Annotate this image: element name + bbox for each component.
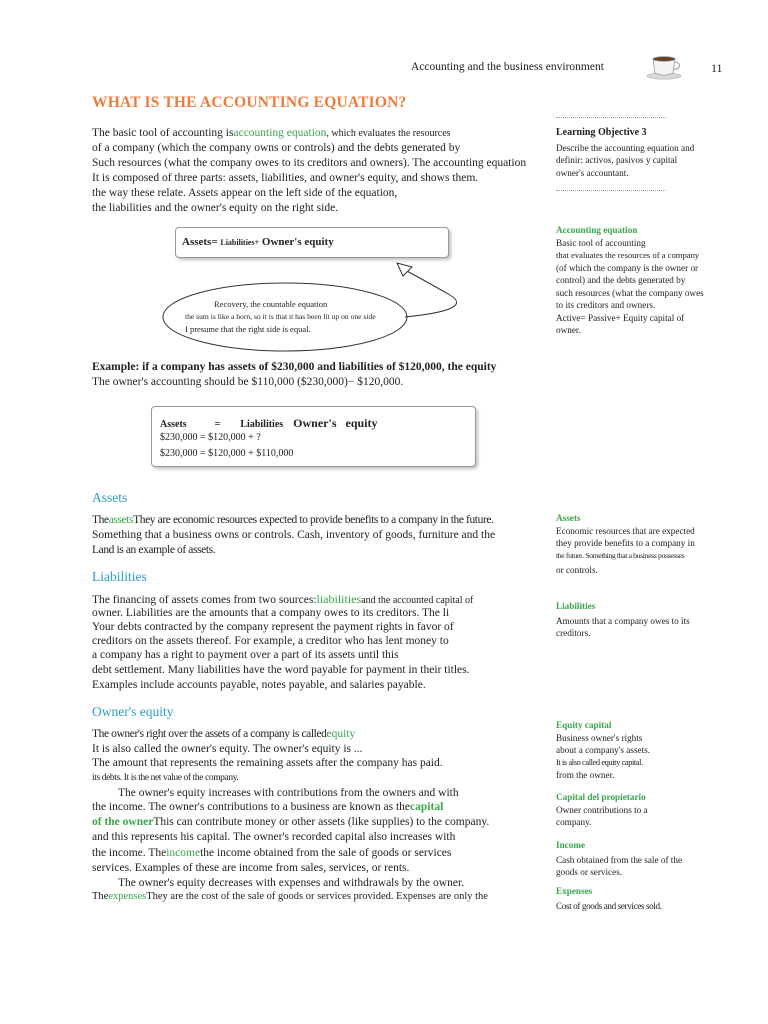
term-equity: equity bbox=[326, 728, 356, 740]
sidebar-divider-top bbox=[556, 117, 666, 118]
sidebar-liabilities: Liabilities Amounts that a company owes to its creditors. bbox=[556, 601, 690, 638]
intro-line-5: the way these relate. Assets appear on the left side of the equation, bbox=[92, 187, 398, 199]
example-row-1: $230,000 = $120,000 + ? bbox=[160, 432, 261, 443]
example-box bbox=[151, 406, 476, 467]
intro-line-6: the liabilities and the owner's equity on the right side. bbox=[92, 202, 339, 214]
bubble-line-2: the sum is like a horn, so it is that it has been lit up on one side bbox=[185, 312, 376, 321]
assets-line-2: Something that a business owns or controls. Cash, inventory of goods, furniture and the bbox=[92, 529, 496, 541]
equation-assets: Assets= bbox=[182, 236, 218, 248]
term-accounting-equation: accounting equation bbox=[233, 127, 327, 139]
equity-line-9: the income. Theincomethe income obtained from the sale of goods or services bbox=[92, 847, 452, 859]
sidebar-owner-capital: Capital del propietario Owner contributions to a company. bbox=[556, 792, 648, 827]
speech-bubble bbox=[160, 260, 480, 360]
example-header-assets: Assets bbox=[160, 419, 187, 430]
intro-line-2: of a company (which the company owns or controls) and the debts generated by bbox=[92, 142, 461, 154]
sidebar-assets: Assets Economic resources that are expected they provide benefits to a company in the future. Something that a business possesses or controls. bbox=[556, 513, 695, 575]
coffee-cup-icon bbox=[646, 54, 684, 80]
equity-line-8: and this represents his capital. The owner's recorded capital also increases with bbox=[92, 831, 456, 843]
term-capital: capital bbox=[410, 801, 444, 813]
intro-line-1: The basic tool of accounting isaccounting equation, which evaluates the resources bbox=[92, 127, 451, 139]
equity-line-3: The amount that represents the remaining assets after the company has paid. bbox=[92, 757, 443, 769]
assets-heading: Assets bbox=[92, 490, 128, 505]
equity-line-6: the income. The owner's contributions to a business are known as thecapital bbox=[92, 801, 444, 813]
page-title: WHAT IS THE ACCOUNTING EQUATION? bbox=[92, 94, 407, 111]
liabilities-line-5: a company has a right to payment over a part of its assets until this bbox=[92, 649, 399, 661]
example-header-liabilities: Liabilities bbox=[240, 419, 284, 430]
example-header-equity: Owner's equity bbox=[293, 416, 378, 430]
equation-liabilities: Liabilities+ bbox=[220, 238, 260, 247]
equity-heading: Owner's equity bbox=[92, 704, 174, 719]
equity-line-1: The owner's right over the assets of a company is calledequity bbox=[92, 728, 356, 740]
equity-line-10: services. Examples of these are income from sales, services, or rents. bbox=[92, 862, 410, 874]
term-income: income bbox=[166, 847, 201, 859]
running-header bbox=[411, 61, 604, 73]
equity-line-5: The owner's equity increases with contributions from the owners and with bbox=[118, 787, 459, 799]
example-header-eq: = bbox=[214, 419, 221, 430]
intro-line-4: It is composed of three parts: assets, liabilities, and owner's equity, and shows them. bbox=[92, 172, 479, 184]
term-of-the-owner: of the owner bbox=[92, 816, 154, 828]
assets-line-3: Land is an example of assets. bbox=[92, 544, 216, 556]
liabilities-line-6: debt settlement. Many liabilities have the word payable for payment in their titles. bbox=[92, 664, 470, 676]
term-liabilities: liabilities bbox=[316, 592, 362, 606]
liabilities-line-3: Your debts contracted by the company represent the payment rights in favor of bbox=[92, 621, 454, 633]
example-row-2: $230,000 = $120,000 + $110,000 bbox=[160, 448, 294, 459]
equation-box bbox=[175, 227, 449, 258]
equity-line-2: It is also called the owner's equity. The owner's equity is ... bbox=[92, 743, 363, 755]
liabilities-line-1: The financing of assets comes from two sources:liabilitiesand the accounted capital of bbox=[92, 592, 474, 606]
sidebar-income: Income Cash obtained from the sale of the goods or services. bbox=[556, 840, 683, 877]
liabilities-heading: Liabilities bbox=[92, 569, 147, 584]
equity-line-7: of the ownerThis can contribute money or other assets (like supplies) to the company. bbox=[92, 816, 490, 828]
term-assets: assets bbox=[108, 514, 134, 526]
sidebar-equity-capital: Equity capital Business owner's rights about a company's assets. It is also called equity capital. from the owner. bbox=[556, 720, 651, 780]
page-number: 11 bbox=[711, 61, 723, 75]
running-title: Accounting and the business environment bbox=[411, 61, 604, 73]
liabilities-line-4: creditors on the assets thereof. For example, a creditor who has lent money to bbox=[92, 635, 449, 647]
term-expenses: expenses bbox=[108, 891, 147, 902]
liabilities-line-7: Examples include accounts payable, notes payable, and salaries payable. bbox=[92, 679, 426, 691]
assets-line-1: TheassetsThey are economic resources expected to provide benefits to a company in the future. bbox=[92, 514, 494, 526]
liabilities-line-2: owner. Liabilities are the amounts that a company owes to its creditors. The li bbox=[92, 607, 450, 619]
bubble-line-3: I presume that the right side is equal. bbox=[185, 324, 311, 334]
example-line-1: Example: if a company has assets of $230,000 and liabilities of $120,000, the equity bbox=[92, 361, 497, 373]
bubble-line-1: Recovery, the countable equation bbox=[214, 299, 328, 309]
example-line-2: The owner's accounting should be $110,000 ($230,000)− $120,000. bbox=[92, 376, 404, 388]
sidebar-expenses: Expenses Cost of goods and services sold. bbox=[556, 886, 662, 911]
learning-objective: Learning Objective 3 Describe the accounting equation and definir: activos, pasivos y capital owner's accountant. bbox=[556, 127, 726, 179]
equity-line-11: The owner's equity decreases with expenses and withdrawals by the owner. bbox=[118, 877, 465, 889]
equity-line-12: TheexpensesThey are the cost of the sale of goods or services provided. Expenses are only the bbox=[92, 891, 488, 902]
equity-line-4: its debts. It is the net value of the company. bbox=[92, 773, 239, 783]
learning-objective-title: Learning Objective 3 bbox=[556, 127, 647, 138]
sidebar-accounting-equation: Accounting equation Basic tool of accounting that evaluates the resources of a company (of which the company is the owner or control) and the debts generated by such resources (what the company owes to its creditors and owners. Active= Passive+ Equity capital of owner. bbox=[556, 225, 704, 335]
equation-equity: Owner's equity bbox=[261, 236, 334, 248]
intro-line-3: Such resources (what the company owes to its creditors and owners). The accounting equation bbox=[92, 157, 527, 169]
sidebar-divider-bottom bbox=[556, 190, 666, 191]
